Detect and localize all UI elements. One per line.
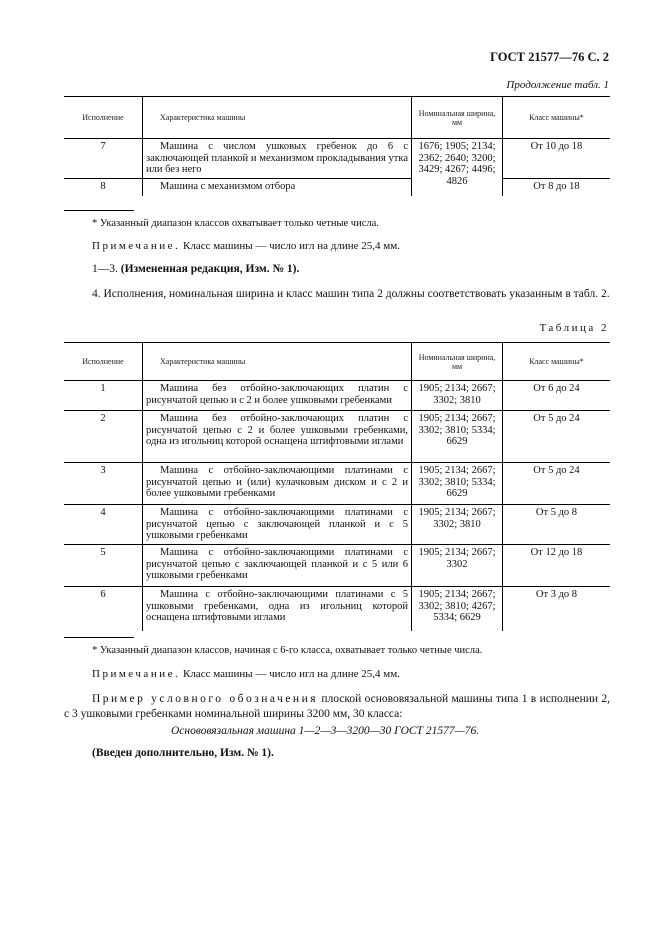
note-1-label: Примечание.	[92, 240, 181, 252]
footnote-2: * Указанный диапазон классов, начиная с 6-го класса, охватывает только четные числа.	[92, 645, 483, 656]
cell-width: 1905; 2134; 2667; 3302; 3810; 4267; 5334; 6629	[412, 587, 503, 631]
cell-variant: 1	[100, 383, 106, 394]
table-row	[64, 411, 610, 463]
cell-variant: 3	[64, 463, 143, 505]
cell-class: От 5 до 24	[503, 463, 611, 505]
cell-description: Машина без отбойно-заключающих платин с рисунчатой цепью и с 2 и более ушковыми гребенками	[143, 381, 412, 411]
cell-variant: 7	[100, 141, 106, 152]
cell-description: Машина с отбойно-заключающими платинами с рисунчатой цепью с заключающей планкой и с 5 ушковыми гребенками	[143, 505, 412, 545]
example-text: плоской основовязальной машины типа 1 в исполнении 2, с 3 ушковыми гребенками номинальной ширины 3200 мм, 30 класса:	[64, 693, 610, 720]
cell-variant: 8	[64, 179, 143, 196]
cell-description: Машина с числом ушковых гребенок до 6 с заключающей планкой и механизмом прокладывания утка или без него	[143, 139, 412, 179]
example-paragraph	[64, 692, 610, 722]
cell-variant: 2	[64, 411, 143, 463]
note-2	[92, 668, 400, 680]
cell-variant: 6	[64, 587, 143, 631]
cell-description: Машина с механизмом отбора	[143, 179, 412, 196]
cell-variant: 4	[64, 505, 143, 545]
cell-width: 1905; 2134; 2667; 3302; 3810; 5334; 6629	[412, 463, 503, 505]
footnote-rule	[64, 637, 134, 638]
cell-description: Машина без отбойно-заключающих платин с рисунчатой цепью с 2 и более ушковыми гребенками, одна из игольниц которой оснащена штифтовыми иглами	[143, 411, 412, 463]
footnote-1: * Указанный диапазон классов охватывает только четные числа.	[92, 218, 379, 229]
cell-class: От 5 до 8	[503, 505, 611, 545]
table-row	[64, 179, 610, 196]
col-header-width: Номинальная ширина, мм	[412, 343, 503, 381]
cell-class: От 10 до 18	[503, 139, 611, 179]
col-header-variant: Исполнение	[64, 343, 143, 381]
cell-class: От 6 до 24	[503, 381, 611, 411]
note-1	[92, 240, 400, 252]
col-header-class: Класс машины*	[503, 97, 611, 139]
cell-class: От 5 до 24	[503, 411, 611, 463]
table-row	[64, 505, 610, 545]
note-2-label: Примечание.	[92, 668, 181, 680]
table-row	[64, 545, 610, 587]
cell-description: Машина с отбойно-заключающими платинами с рисунчатой цепью с заключающей планкой и с 5 или 6 ушковыми гребенками	[143, 545, 412, 587]
cell-width: 1676; 1905; 2134; 2362; 2640; 3200; 3429; 4267; 4496; 4826	[412, 139, 503, 196]
cell-description: Машина с отбойно-заключающими платинами с 5 ушковыми гребенками, одна из игольниц которой оснащена штифтовыми иглами	[143, 587, 412, 631]
col-header-class: Класс машины*	[503, 343, 611, 381]
footnote-rule	[64, 210, 134, 211]
table-continuation-caption: Продолжение табл. 1	[506, 79, 609, 91]
col-header-variant: Исполнение	[64, 97, 143, 139]
cell-variant: 5	[64, 545, 143, 587]
cell-width: 1905; 2134; 2667; 3302; 3810	[412, 381, 503, 411]
amendment-1-bold: (Измененная редакция, Изм. № 1).	[120, 263, 300, 275]
amendment-2: (Введен дополнительно, Изм. № 1).	[92, 747, 274, 759]
page-header: ГОСТ 21577—76 С. 2	[490, 50, 609, 64]
cell-width: 1905; 2134; 2667; 3302	[412, 545, 503, 587]
table-2-caption: Таблица 2	[539, 322, 609, 334]
col-header-description: Характеристика машины	[143, 343, 412, 381]
cell-width: 1905; 2134; 2667; 3302; 3810; 5334; 6629	[412, 411, 503, 463]
table-row	[64, 139, 610, 179]
example-label: Пример условного обозначения	[92, 693, 319, 705]
example-designation: Основовязальная машина 1—2—3—3200—30 ГОСТ 21577—76.	[171, 725, 480, 737]
table-row	[64, 463, 610, 505]
note-2-text: Класс машины — число игл на длине 25,4 мм.	[180, 668, 400, 680]
amendment-1-prefix: 1—3.	[92, 263, 121, 275]
col-header-description: Характеристика машины	[143, 97, 412, 139]
cell-class: От 3 до 8	[503, 587, 611, 631]
table-1	[64, 96, 610, 196]
cell-class: От 8 до 18	[503, 179, 611, 196]
table-2	[64, 342, 610, 631]
cell-class: От 12 до 18	[503, 545, 611, 587]
paragraph-4: 4. Исполнения, номинальная ширина и класс машин типа 2 должны соответствовать указанным в табл. 2.	[92, 288, 610, 300]
table-row	[64, 587, 610, 631]
cell-width: 1905; 2134; 2667; 3302; 3810	[412, 505, 503, 545]
note-1-text: Класс машины — число игл на длине 25,4 мм.	[180, 240, 400, 252]
col-header-width: Номинальная ширина, мм	[412, 97, 503, 139]
amendment-1	[92, 263, 299, 275]
cell-description: Машина с отбойно-заключающими платинами с рисунчатой цепью и (или) кулачковым диском и с 2 и более ушковыми гребенками	[143, 463, 412, 505]
table-row	[64, 381, 610, 411]
